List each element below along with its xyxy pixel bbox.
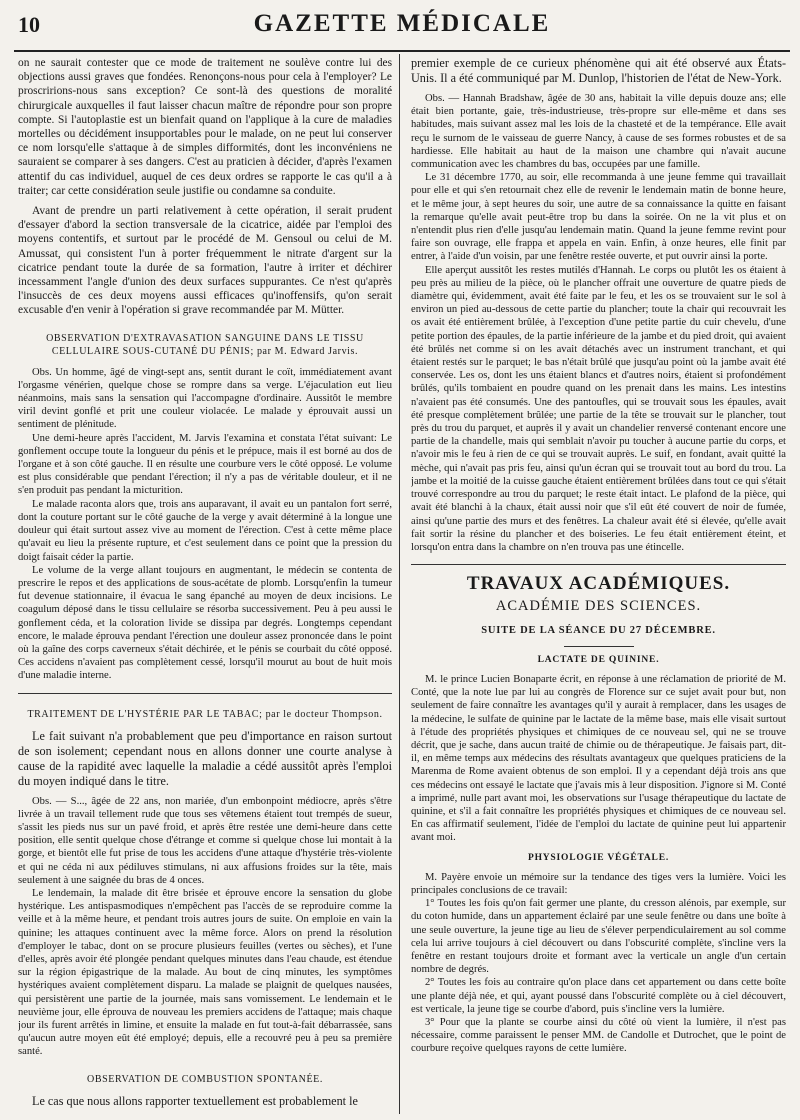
section-author: par le docteur Thompson. [265,708,383,720]
section-title-text: TRAITEMENT DE L'HYSTÉRIE PAR LE TABAC; [27,708,263,720]
paragraph: M. Payère envoie un mémoire sur la tendance des tiges vers la lumière. Voici les principales conclusions de ce travail: [411,871,786,896]
paragraph: Avant de prendre un parti relativement à cette opération, il serait prudent d'essayer d'abord la section transversale de la cicatrice, aidée par l'emploi des moyens contentifs, et surtout par le procédé de M. Gensoul ou celui de M. Amussat, qui consistent l'un à porter fréquemment le nitrate d'argent sur la cicatrice pendant toute la durée de sa formation, l'autre à irriter et déchirer incessamment l'angle d'union des deux surfaces suppurantes. Ce n'est qu'après l'insuccès de ces deux moyens aussi efficaces qu'inoffensifs, qu'on serait excusable d'en venir à l'opération si grave recommandée par M. Mütter. [18,205,392,317]
right-column [411,56,786,1116]
page-header [14,6,790,46]
section-title [18,708,392,721]
paragraph: Le malade raconta alors que, trois ans auparavant, il avait eu un pantalon fort serré, dont la couture portant sur le côté gauche de la verge y avait déterminé à la longue une douleur qui était surtout assez vive au moment de l'érection. C'est à cette même place qu'avait eu lieu la présente rupture, et c'est seulement dans ce point que la pression du doigt faisait céder la partie. [18,498,392,563]
seance-heading: SUITE DE LA SÉANCE DU 27 DÉCEMBRE. [481,624,716,636]
academie-heading: ACADÉMIE DES SCIENCES. [495,598,702,615]
paragraph: Le cas que nous allons rapporter textuellement est probablement le [32,1093,358,1108]
paragraph: 1° Toutes les fois qu'on fait germer une plante, du cresson alénois, par exemple, sur du coton humide, dans un appartement éclairé par une seule fenêtre ou dans une boîte à une seule ouverture, la jeune tige au lieu de s'élever perpendiculairement au sol comme cela lui arrive toujours à ciel découvert ou dans l'obscurité complète, s'incline vers la fenêtre en restant toujours droite et formant avec la verticale un angle d'un certain nombre de degrés. [411,898,786,976]
masthead-title: GAZETTE MÉDICALE [253,10,551,37]
paragraph: 2° Toutes les fois au contraire qu'on place dans cet appartement ou dans cette boîte une plante déjà née, et qui, ayant poussé dans l'obscurité complète ou à ciel découvert, est verticale, la jeune tige se courbe d'abord, puis s'incline vers la lumière. [411,977,786,1015]
paragraph: on ne saurait contester que ce mode de traitement ne soulève contre lui des objections aussi graves que fondées. Renonçons-nous pour cela à l'employer? Le proscririons-nous sans exception? Ce sont-là des questions de moralité chirurgicale auxquelles il faut laisser chacun maître de répondre pour son propre compte. Si l'autoplastie est un bienfait quand on l'applique à la cure de maladies mortelles ou décidément insupportables pour le malade, on ne peut lui conserver ce nom lorsqu'elle s'attaque à de simples difformités, dont les inconvéniens ne sauraient se comparer à ses dangers. C'est au praticien à décider, d'après l'examen attentif du cas individuel, auquel de ces deux ordres se rapporte le cas qu'il a à traiter; car cette considération seule justifie ou condamne sa conduite. [18,57,392,197]
short-rule [564,646,634,647]
lactate-heading: LACTATE DE QUININE. [537,654,660,665]
paragraph: Le fait suivant n'a probablement que peu d'importance en raison surtout de son isolement; cependant nous en allons donner une courte analyse à cause de la rapidité avec laquelle la maladie a cédé aussitôt après l'emploi du moyen indiqué dans le titre. [18,728,392,788]
travaux-heading: TRAVAUX ACADÉMIQUES. [466,573,731,595]
physiologie-heading: PHYSIOLOGIE VÉGÉTALE. [527,852,670,863]
section-title [18,1073,392,1086]
section-rule [411,564,786,565]
paragraph: Une demi-heure après l'accident, M. Jarvis l'examina et constata l'état suivant: Le gonflement occupe toute la longueur du pénis et le prépuce, mais il est borné au dos de l'organe et à son côté gauche. Il en résulte une courbure vers le côté opposé. Le volume est plus considérable que pendant l'érection; il n'y a pas de véritable douleur, et il ne s'en produit pas pendant la micturition. [18,432,392,497]
paragraph: Elle aperçut aussitôt les restes mutilés d'Hannah. Le corps ou plutôt les os étaient à peu près au milieu de la pièce, où le plancher offrait une ouverture de quatre pieds de diamètre qui, évidemment, avait été faite par le feu, et les os se trouvaient sur le sol à environ un pied au-dessous de cette partie du plancher; toute la chair qui recouvrait les os avait été entièrement brûlée, à l'exception d'une petite partie du cuir chevelu, d'une petite portion des épaules, de la partie inférieure de la jambe et du pied droit, qui avaient été brûlés net comme si on les avait détachés avec un instrument tranchant, et qui étaient restés sur le parquet; le bas n'était brûlé que jusqu'au point où la jambe avait été conservée. Les os, dont les uns étaient blancs et d'autres noirs, étaient si profondément brûlés, qu'ils tombaient en poudre quand on les prenait dans les mains. Les intestins n'avaient pas été consumés. Une des pantoufles, qui se trouvait sous les épaules, avait été presque complètement brûlée; une partie de la tête se trouvait sur le plancher, tout près du trou du parquet, et auprès il y avait un chandelier renversé contenant encore une partie de la chandelle, mais qui semblait n'avoir pu toucher à aucune partie du corps, et n'avoir mis le feu à rien de ce qui se trouvait auprès. Le suif, en fondant, avait quitté la mèche, qui n'avait pas pris feu, ainsi qu'un écran qui se trouvait tout au bord du trou. La jambe et la moitié de la cuisse gauche étaient entièrement brûlées dans tout ce qui s'était trouvé correspondre au trou du parquet; le reste était intact. Le plafond de la pièce, qui avait été blanchi à la chaux, était aussi noir que s'il eût été couvert de noir de fumée, ainsi qu'une partie des murs et des fenêtres. La chaleur avait été si élevée, qu'elle avait fait sortir la résine du plancher et des boiseries. Le feu était entièrement éteint, et lorsqu'on entra dans la chambre on n'en trouva pas une étincelle. [411,264,786,553]
paragraph: Obs. Un homme, âgé de vingt-sept ans, sentit durant le coït, immédiatement avant l'orgasme vénérien, quelque chose se rompre dans sa verge. L'éjaculation eut lieu néanmoins, mais sans la sensation qui l'accompagne d'ordinaire. Aussitôt le membre viril devint gonflé et prit une couleur violacée. Le malade y éprouvait aussi un sentiment de plénitude. [18,366,392,431]
section-title-text: OBSERVATION DE COMBUSTION SPONTANÉE. [87,1073,323,1085]
section-rule [18,693,392,694]
paragraph: M. le prince Lucien Bonaparte écrit, en réponse à une réclamation de priorité de M. Conté, que la note lue par lui au congrès de Florence sur ce sujet avait pour but, non seulement de faire connaître les avantages qu'il y aurait à remplacer, dans les usages de la médecine, le sulfate de quinine par le lactate de la même base, mais elle visait surtout à l'étude des propriétés physiques et chimiques de ce nouveau sel, qui ne se trouve décrit, que je sache, dans aucun traité de chimie ou de thérapeutique. Je faisais part, dit-il, en même temps aux médecins des résultats avantageux que quelques praticiens de la Marenma de Rome avaient obtenus de son emploi. Il y a cependant déjà trois ans que ces médecins ont essayé le lactate que j'avais mis à leur disposition. J'ignore si M. Conté a imprimé, nulle part avant moi, les observations sur l'usage thérapeutique du lactate de quinine, et s'il a fait connaître les propriétés physiques et chimiques de ce nouveau sel. En cas affirmatif seulement, l'idée de l'emploi du lactate de quinine peut lui appartenir avant moi. [411,673,786,844]
section-author: par M. Edward Jarvis. [256,345,359,357]
column-divider [399,54,400,1114]
paragraph: premier exemple de ce curieux phénomène qui ait été observé aux États-Unis. Il a été communiqué par M. Dunlop, l'historien de l'état de New-York. [411,56,786,85]
section-title [18,332,392,358]
paragraph: Le lendemain, la malade dit être brisée et éprouve encore la sensation du globe hystérique. Les antispasmodiques n'empêchent pas l'accès de se reproduire comme la veille et à la même heure, et pendant trois autres jours de suite. On emploie en vain la quinine; les attaques continuent avec la même force. Alors on prend la résolution d'employer le tabac, dont on se procure plusieurs feuilles (vertes ou sèches), et l'une d'elles, après avoir été plongée pendant quelques minutes dans l'eau chaude, est étendue sur la région épigastrique de la malade. Au bout de cinq minutes, les symptômes hystériques avaient complètement disparu. La malade se plaignit de quelques nausées, qui persistèrent une partie de la journée, mais sans vomissement. Le lendemain et le neuvième jour, elle éprouva de nouveau les premiers accidens de l'attaque; mais chaque jour ils furent arrêtés in limine, et ensuite la malade en fut tout-à-fait débarrassée, sans qu'aucun autre moyen eût été employé; depuis, elle a recouvré peu à peu sa première santé. [18,887,392,1058]
header-rule [14,50,790,52]
left-column [18,56,392,1116]
paragraph: Obs. — Hannah Bradshaw, âgée de 30 ans, habitait la ville depuis douze ans; elle était bien portante, gaie, très-industrieuse, très-propre sur elle-même et dans ses habitudes, mais suivant assez mal les lois de la chasteté et de la tempérance. Elle avait reçu le surnom de le vaisseau de guerre Nancy, à cause de ses formes robustes et de sa hardiesse. Elle habitait au haut de la maison une chambre qui n'avait aucune communication avec les chambres du bas, occupées par une famille. [411,93,786,171]
paragraph: Le 31 décembre 1770, au soir, elle recommanda à une jeune femme qui travaillait pour elle et qui s'en retournait chez elle de revenir le lendemain matin de bonne heure, et le même jour, à sept heures du soir, une autre de sa connaissance la quitte en faisant la remarque qu'elle avait peut-être trop bu dans la soirée. On ne la vit plus et on n'entendit plus rien d'elle jusqu'au lendemain matin. Quand la jeune femme revint pour faire son ouvrage, elle frappa et appela en vain. Enfin, à onze heures, elle finit par entrer, à l'aide d'un voisin, par une fenêtre restée ouverte, et put ouvrir ainsi la porte. [411,172,786,263]
page-number: 10 [18,12,40,37]
section-title-text: OBSERVATION D'EXTRAVASATION SANGUINE DANS LE TISSU CELLULAIRE SOUS-CUTANÉ DU PÉNIS; [46,332,364,357]
paragraph: Obs. — S..., âgée de 22 ans, non mariée, d'un embonpoint médiocre, après s'être livrée à un travail tellement rude que tous ses vêtemens étaient tout trempés de sueur, s'assit les pieds nus sur un pavé froid, et après être restée une demi-heure dans cette position, elle sentit quelque chose d'étrange et comme si quelque chose lui montait à la gorge, et bientôt elle fut prise de tous les accidens d'une attaque d'hystérie très-violente et qui ne céda ni aux pédiluves stimulans, ni aux affusions froides sur la tête, mais seulement à une saignée du bras de 4 onces. [18,795,392,886]
paragraph: Le volume de la verge allant toujours en augmentant, le médecin se contenta de prescrire le repos et des applications de sous-acétate de plomb. Lorsqu'enfin la tumeur fut devenue stationnaire, il évacua le sang épanché au moyen de deux incisions. Le coagulum déposé dans le tissu cellulaire se résorba successivement. Peu à peu aussi le gonflement céda, et la coloration livide se dissipa par degrés. Longtemps cependant encore, le malade éprouva pendant l'érection une douleur assez prononcée dans le point où la gaîne des corps caverneux s'était déchirée, et le pénis se courbait du côté opposé. Ces accidens n'avaient pas complètement cessé, lorsqu'il mourut au bout de huit mois d'une maladie interne. [18,564,392,682]
paragraph: 3° Pour que la plante se courbe ainsi du côté où vient la lumière, il n'est pas nécessaire, comme paraissent le penser MM. de Candolle et Dutrochet, que le point de courbure reçoive quelques rayons de cette lumière. [411,1017,786,1055]
